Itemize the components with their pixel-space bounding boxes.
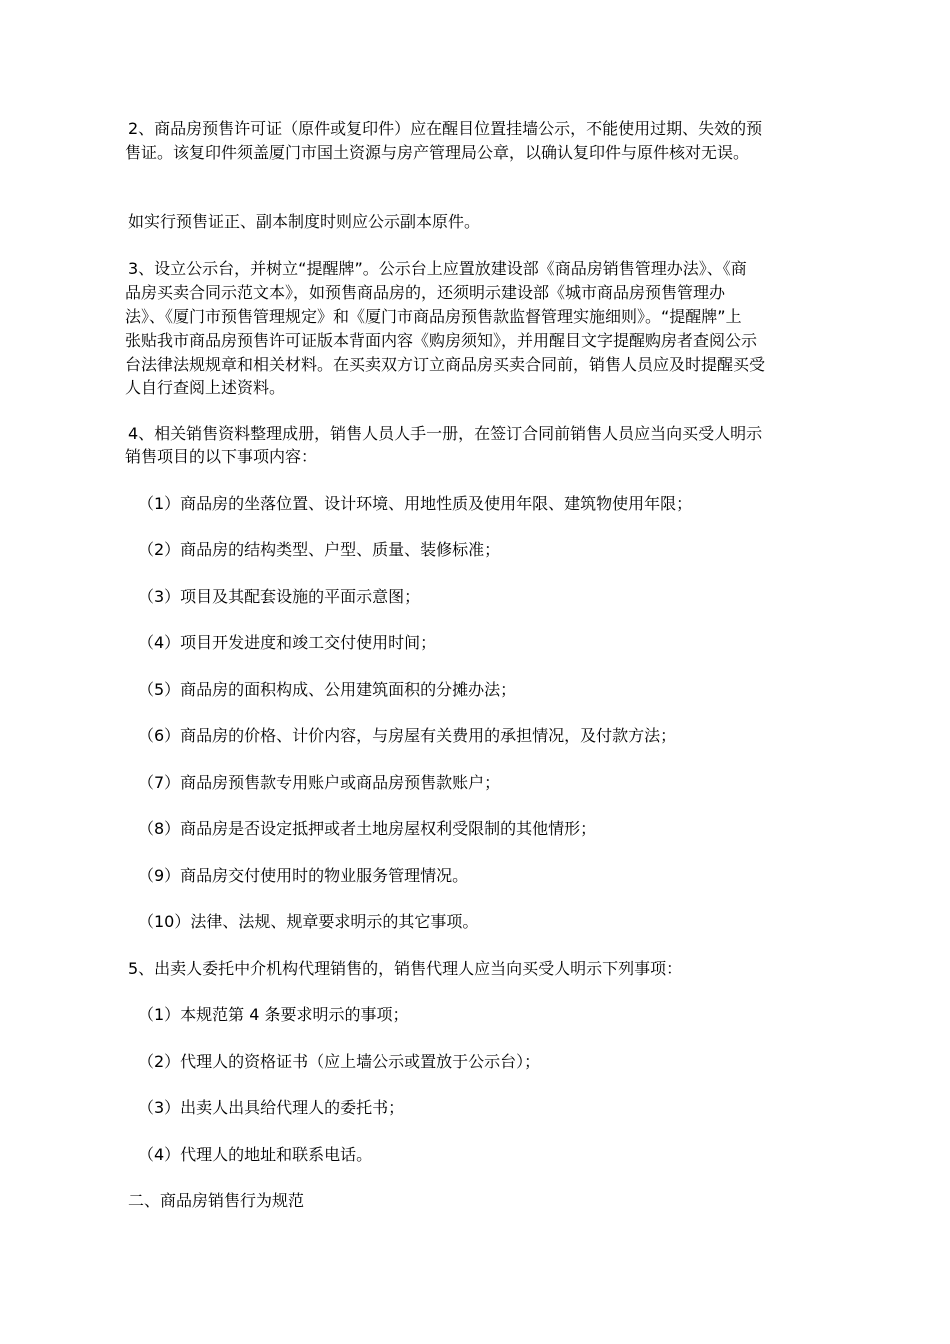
list-item: （1）本规范第 4 条要求明示的事项； (138, 1005, 409, 1024)
list-item: （4）代理人的地址和联系电话。 (138, 1145, 373, 1164)
section-heading: 二、商品房销售行为规范 (128, 1191, 305, 1210)
list-item: （2）代理人的资格证书（应上墙公示或置放于公示台）； (138, 1052, 541, 1071)
paragraph-2-line-1: 2、商品房预售许可证（原件或复印件）应在醒目位置挂墙公示，不能使用过期、失效的预 (128, 119, 763, 138)
list-item: （4）项目开发进度和竣工交付使用时间； (138, 633, 437, 652)
list-item: （8）商品房是否设定抵押或者土地房屋权利受限制的其他情形； (138, 819, 597, 838)
list-item: （6）商品房的价格、计价内容，与房屋有关费用的承担情况，及付款方法； (138, 726, 677, 745)
paragraph-3-line-3: 法》、《厦门市预售管理规定》和《厦门市商品房预售款监督管理实施细则》。“提醒牌”上 (125, 307, 742, 326)
paragraph-3-line-5: 台法律法规规章和相关材料。在买卖双方订立商品房买卖合同前，销售人员应及时提醒买受 (125, 355, 766, 374)
paragraph-5: 5、出卖人委托中介机构代理销售的，销售代理人应当向买受人明示下列事项： (128, 959, 683, 978)
paragraph-3-line-2: 品房买卖合同示范文本》，如预售商品房的，还须明示建设部《城市商品房预售管理办 (125, 283, 726, 302)
list-item: （2）商品房的结构类型、户型、质量、装修标准； (138, 540, 501, 559)
paragraph-3-line-1: 3、设立公示台，并树立“提醒牌”。公示台上应置放建设部《商品房销售管理办法》、《商 (128, 259, 747, 278)
list-item: （10）法律、法规、规章要求明示的其它事项。 (138, 912, 479, 931)
list-item: （5）商品房的面积构成、公用建筑面积的分摊办法； (138, 680, 517, 699)
paragraph-note: 如实行预售证正、副本制度时则应公示副本原件。 (128, 212, 481, 231)
paragraph-2-line-2: 售证。该复印件须盖厦门市国土资源与房产管理局公章，以确认复印件与原件核对无误。 (125, 143, 750, 162)
paragraph-4-line-1: 4、相关销售资料整理成册，销售人员人手一册，在签订合同前销售人员应当向买受人明示 (128, 424, 763, 443)
paragraph-3-line-6: 人自行查阅上述资料。 (125, 378, 286, 397)
list-item: （3）出卖人出具给代理人的委托书； (138, 1098, 405, 1117)
paragraph-3-line-4: 张贴我市商品房预售许可证版本背面内容《购房须知》，并用醒目文字提醒购房者查阅公示 (125, 331, 758, 350)
paragraph-4-line-2: 销售项目的以下事项内容： (125, 447, 318, 466)
list-item: （1）商品房的坐落位置、设计环境、用地性质及使用年限、建筑物使用年限； (138, 494, 693, 513)
list-item: （3）项目及其配套设施的平面示意图； (138, 587, 421, 606)
list-item: （7）商品房预售款专用账户或商品房预售款账户； (138, 773, 501, 792)
list-item: （9）商品房交付使用时的物业服务管理情况。 (138, 866, 469, 885)
